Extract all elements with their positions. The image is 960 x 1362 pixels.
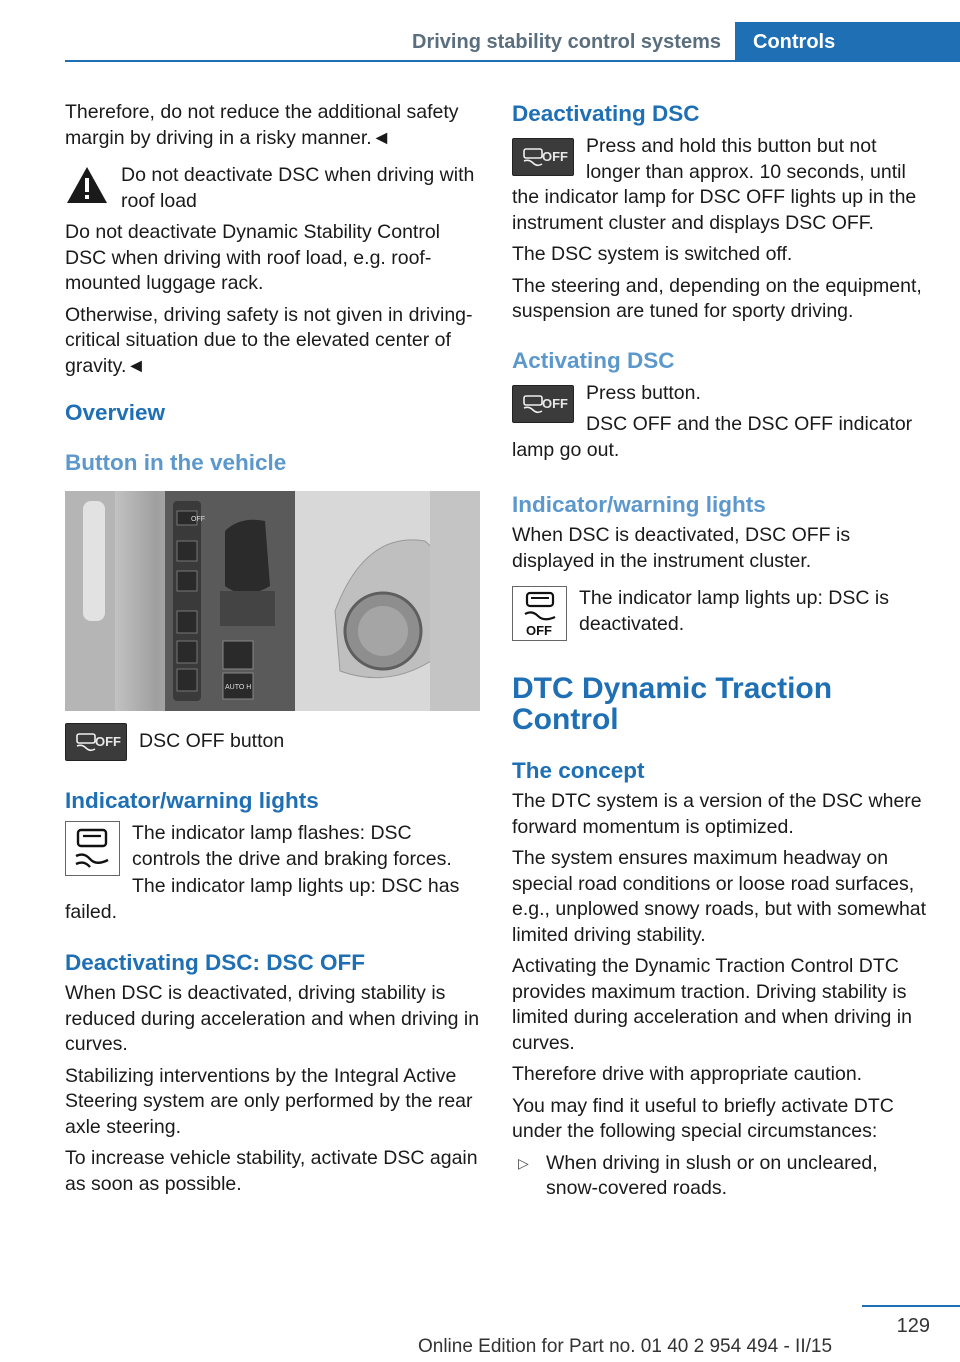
paragraph: The DTC system is a version of the DSC where forward momentum is optimized. (512, 790, 922, 838)
paragraph: Stabilizing interventions by the Integral Active Steering system are only performed by the rear axle steering. (65, 1064, 473, 1138)
paragraph: Therefore, do not reduce the additional safety margin by driving in a risky manner.◄ (65, 101, 459, 149)
page-number: 129 (896, 1315, 930, 1337)
paragraph: Activating the Dynamic Traction Control DTC provides maximum traction. Driving stability is limited during acceleration and when driving in curves. (512, 955, 912, 1054)
caption-row (65, 723, 480, 761)
off-label: OFF (542, 395, 568, 411)
bullet-triangle-icon: ▷ (518, 1154, 529, 1171)
left-column (65, 100, 480, 1203)
paragraph: Therefore drive with appropriate caution. (512, 1063, 863, 1085)
paragraph: Otherwise, driving safety is not given in driving-critical situation due to the elevated center of gravity.◄ (65, 303, 473, 377)
dsc-indicator-lamp-icon (65, 821, 120, 876)
indicator-off-block (512, 586, 932, 643)
list-item (512, 1151, 932, 1202)
list-item-text: When driving in slush or on uncleared, snow-covered roads. (546, 1151, 878, 1199)
paragraph: DSC OFF and the DSC OFF indicator lamp go out. (512, 413, 913, 461)
deactivate-block (512, 134, 932, 242)
heading-indicator-warning-lights: Indicator/warning lights (65, 788, 319, 813)
heading-the-concept: The concept (512, 758, 645, 783)
off-label: OFF (95, 734, 121, 749)
console-illustration (65, 491, 480, 711)
paragraph: You may find it useful to briefly activate DTC under the following special circumstances: (512, 1094, 894, 1142)
heading-overview: Overview (65, 400, 166, 425)
heading-indicator-warning-lights: Indicator/warning lights (512, 492, 766, 517)
paragraph: To increase vehicle stability, activate DSC again as soon as possible. (65, 1147, 478, 1195)
console-off-label: OFF (191, 516, 205, 523)
heading-dtc: DTC Dynamic Traction Control (512, 672, 833, 736)
paragraph: Press and hold this button but not longer than approx. 10 seconds, until the indicator lamp for DSC OFF lights up in the instrument cluster and displays DSC OFF. (512, 135, 917, 234)
paragraph: The system ensures maximum headway on special road conditions or loose road surfaces, e.g., unplowed snowy roads, but with somewhat limited driving stability. (512, 847, 927, 946)
warning-triangle-icon (65, 165, 109, 205)
dsc-off-button-icon (65, 723, 127, 761)
figure-caption: DSC OFF button (139, 730, 285, 752)
warning-title: Do not deactivate DSC when driving with roof load (121, 165, 475, 212)
paragraph: The steering and, depending on the equipment, suspension are tuned for sporty driving. (512, 274, 922, 322)
paragraph: When DSC is deactivated, DSC OFF is displayed in the instrument cluster. (512, 524, 851, 572)
paragraph: Do not deactivate Dynamic Stability Control DSC when driving with roof load, e.g. roof-mounted luggage rack. (65, 221, 441, 294)
paragraph: The indicator lamp lights up: DSC is deactivated. (579, 587, 889, 635)
paragraph: The DSC system is switched off. (512, 243, 793, 265)
warning-block (65, 165, 480, 220)
dsc-off-indicator-lamp-icon (512, 586, 567, 641)
right-column (512, 100, 932, 1202)
running-header-chapter: Controls (735, 22, 960, 62)
center-console-photo (65, 491, 480, 711)
off-label: OFF (542, 149, 568, 164)
heading-deactivating-dsc-off: Deactivating DSC: DSC OFF (65, 950, 366, 975)
header-rule (65, 60, 960, 62)
paragraph: The indicator lamp flashes: DSC controls the drive and braking forces. (132, 822, 452, 870)
paragraph: The indicator lamp lights up: DSC has failed. (65, 875, 460, 923)
running-header-section: Driving stability control systems (412, 31, 721, 53)
lamp-off-label: OFF (526, 623, 552, 638)
heading-activating-dsc: Activating DSC (512, 347, 675, 373)
paragraph: Press button. (586, 381, 701, 404)
dsc-off-button-icon (512, 385, 574, 423)
heading-button-in-vehicle: Button in the vehicle (65, 450, 287, 475)
indicator-block (65, 821, 480, 878)
footer-rule (862, 1305, 960, 1307)
console-mode-label: AUTO H (225, 684, 252, 691)
dsc-off-button-icon (512, 138, 574, 176)
edition-line: Online Edition for Part no. 01 40 2 954 494 - II/15 (417, 1336, 833, 1357)
activate-block (512, 381, 932, 470)
heading-deactivating-dsc: Deactivating DSC (512, 101, 700, 126)
paragraph: When DSC is deactivated, driving stability is reduced during acceleration and when driving in curves. (65, 982, 480, 1055)
